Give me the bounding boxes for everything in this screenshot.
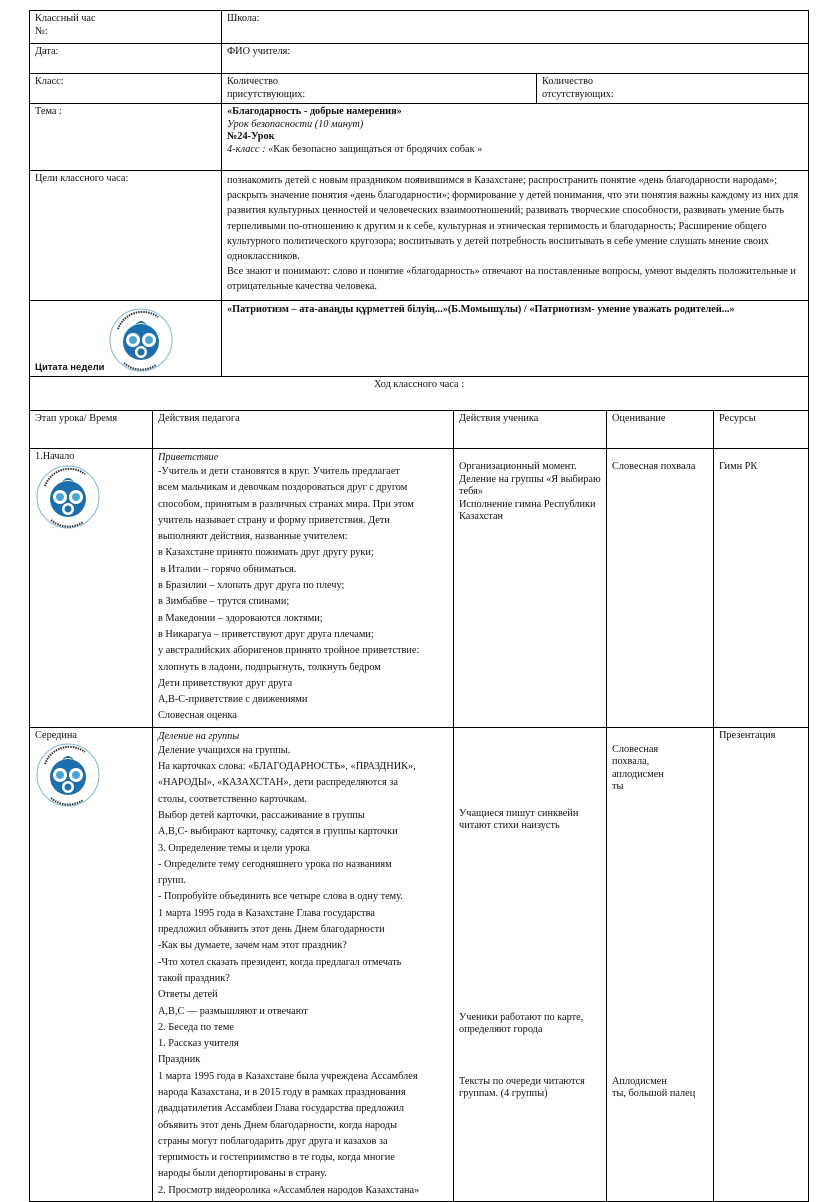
class-hour-label: Классный час №: <box>30 11 222 44</box>
teacher-line: выполняют действия, названные учителем: <box>158 531 348 543</box>
logo-icon <box>35 464 101 530</box>
assessment <box>607 727 714 1201</box>
teacher-line: объявить этот день Днем благодарности, когда народы <box>158 1119 398 1131</box>
student-actions <box>454 727 607 1201</box>
teacher-line: Праздник <box>158 1054 201 1066</box>
topic-subtitle: Урок безопасности (10 минут) <box>227 118 364 130</box>
teacher-line: Деление учащихся на группы. <box>158 744 291 756</box>
teacher-line: Выбор детей карточки, рассаживание в группы <box>158 809 365 821</box>
teacher-heading: Приветствие <box>158 452 219 463</box>
teacher-line: 3. Определение темы и цели урока <box>158 842 310 854</box>
student-action-3: Тексты по очереди читаются группам. (4 группы) <box>459 1075 585 1100</box>
goals-text-2: Все знают и понимают: слово и понятие «благодарность» отвечают на поставленные вопросы, умеют выделять положительные и отрицательные качества человека. <box>227 266 796 293</box>
topic-title: «Благодарность - добрые намерения» <box>227 106 402 117</box>
teacher-field[interactable]: ФИО учителя: <box>222 44 809 74</box>
teacher-actions <box>153 449 454 728</box>
teacher-line: учитель называет страну и форму приветствия. Дети <box>158 514 390 526</box>
teacher-line: 2. Просмотр видеоролика «Ассамблея народов Казахстана» <box>158 1184 420 1196</box>
goals-text: познакомить детей с новым праздником появившимся в Казахстане; распространить понятие «день благодарности народам»; раскрыть значение понятия «день благодарности»; формирование у детей понимания, что эти понятия важны каждому из них для развития культурных ценностей и человеческих взаимоотношений; развивать творческие способности, развивать умение быть терпеливыми по-отношению к другим и к себе, культурная и этническая терпимость и благодарность; Расширение общего культурного политического кругозора; воспитывать у детей потребность воспитывать в себе умение слушать мнение своих одноклассников. <box>227 175 799 263</box>
teacher-line: такой праздник? <box>158 972 230 984</box>
goals-label: Цели классного часа: <box>30 171 222 301</box>
teacher-line: -Учитель и дети становятся в круг. Учитель предлагает <box>158 466 400 477</box>
teacher-line: Дети приветствуют друг друга <box>158 677 293 689</box>
teacher-line: народа Казахстана, и в 2015 году в рамках празднования <box>158 1086 406 1098</box>
grade-topic-text: «Как безопасно защищаться от бродячих собак » <box>265 143 483 155</box>
class-field[interactable]: Класс: <box>30 74 222 104</box>
teacher-line: 1 марта 1995 года в Казахстане была учреждена Ассамблея <box>158 1070 418 1082</box>
table-row <box>30 449 809 728</box>
teacher-actions <box>153 727 454 1201</box>
grade-topic <box>227 144 803 157</box>
topic-cell <box>222 104 809 171</box>
teacher-line: А,В,С- выбирают карточку, садятся в группы карточки <box>158 826 398 838</box>
logo-icon <box>35 742 101 808</box>
teacher-heading: Деление на группы <box>158 730 240 742</box>
resources: Гимн РК <box>714 449 809 728</box>
teacher-line: всем мальчикам и девочкам поздороваться друг с другом <box>158 482 408 494</box>
teacher-line: - Попробуйте объединить все четыре слова в одну тему. <box>158 891 403 903</box>
teacher-line: хлопнуть в ладони, подпрыгнуть, толкнуть бедром <box>158 661 381 673</box>
teacher-line: -Что хотел сказать президент, когда предлагал отмечать <box>158 956 402 968</box>
teacher-line: столы, соответственно карточкам. <box>158 793 307 805</box>
topic-label: Тема : <box>30 104 222 171</box>
assessment-2: Аплодисмен ты, большой палец <box>612 1075 696 1100</box>
stage-label: Середина <box>35 729 77 741</box>
teacher-line: в Казахстане принято пожимать друг другу руки; <box>158 547 374 559</box>
column-header: Этап урока/ Время <box>30 411 153 449</box>
assessment: Словесная похвала <box>607 449 714 728</box>
quote-label: Цитата недели <box>35 361 105 373</box>
teacher-line: терпимость и гостеприимство в те годы, когда многие <box>158 1152 395 1164</box>
header-table <box>29 10 809 377</box>
teacher-line: в Никарагуа – приветствуют друг друга плечами; <box>158 628 374 640</box>
student-action-1: Учащиеся пишут синквейн читают стихи наизусть <box>459 807 579 832</box>
quote-text: «Патриотизм – ата-анаңды құрметтей білуің...»(Б.Момышұлы) / «Патриотизм- умение уважать родителей...» <box>222 301 809 377</box>
teacher-line: способом, принятым в различных странах мира. При этом <box>158 498 414 510</box>
logo-icon <box>108 307 174 373</box>
teacher-line: двадцатилетия Ассамблеи Глава государства предложил <box>158 1103 405 1115</box>
teacher-line: групп. <box>158 875 186 887</box>
teacher-line: А,В-С-приветствие с движениями <box>158 694 308 706</box>
present-field[interactable]: Количество присутствующих: <box>222 74 537 104</box>
course-title: Ход классного часа : <box>30 377 809 411</box>
teacher-line: в Зимбабве – трутся спинами; <box>158 596 290 608</box>
column-header: Ресурсы <box>714 411 809 449</box>
column-header: Оценивание <box>607 411 714 449</box>
column-header: Действия педагога <box>153 411 454 449</box>
date-field[interactable]: Дата: <box>30 44 222 74</box>
assessment-1: Словесная похвала, аплодисмен ты <box>612 743 664 793</box>
student-actions: Организационный момент. Деление на группы «Я выбираю тебя» Исполнение гимна Республики Казахстан <box>454 449 607 728</box>
absent-field[interactable]: Количество отсутствующих: <box>537 74 809 104</box>
teacher-line: у австралийских аборигенов принято тройное приветствие: <box>158 645 420 657</box>
teacher-line: страны могут поблагодарить друг друга и казахов за <box>158 1135 388 1147</box>
column-header: Действия ученика <box>454 411 607 449</box>
teacher-line: 2. Беседа по теме <box>158 1021 234 1033</box>
teacher-line: народы были депортированы в страну. <box>158 1168 327 1180</box>
stage-label: 1.Начало <box>35 451 75 462</box>
course-table <box>29 376 809 1202</box>
teacher-line: Словесная оценка <box>158 710 237 722</box>
teacher-line: -Как вы думаете, зачем нам этот праздник? <box>158 940 347 952</box>
teacher-line: - Определите тему сегодняшнего урока по названиям <box>158 858 392 870</box>
student-action-2: Ученики работают по карте, определяют города <box>459 1011 584 1036</box>
stage-cell <box>30 449 153 728</box>
resources: Презентация <box>714 727 809 1201</box>
teacher-line: На карточках слова: «БЛАГОДАРНОСТЬ», «ПРАЗДНИК», <box>158 761 416 773</box>
quote-label-cell <box>30 301 222 377</box>
teacher-line: Ответы детей <box>158 989 218 1001</box>
teacher-line: А,В,С — размышляют и отвечают <box>158 1005 308 1017</box>
teacher-line: в Италии – горячо обниматься. <box>158 563 297 575</box>
teacher-line: 1. Рассказ учителя <box>158 1038 239 1050</box>
lesson-number: №24-Урок <box>227 131 275 142</box>
teacher-line: 1 марта 1995 года в Казахстане Глава государства <box>158 907 375 919</box>
goals-cell <box>222 171 809 301</box>
teacher-line: предложил объявить этот день Днем благодарности <box>158 924 385 936</box>
table-row <box>30 727 809 1201</box>
teacher-line: «НАРОДЫ», «КАЗАХСТАН», дети распределяются за <box>158 777 398 789</box>
grade-prefix: 4-класс : <box>227 143 266 155</box>
stage-cell <box>30 727 153 1201</box>
school-field[interactable]: Школа: <box>222 11 809 44</box>
teacher-line: в Македонии – здороваются локтями; <box>158 612 323 624</box>
teacher-line: в Бразилии – хлопать друг друга по плечу; <box>158 580 345 592</box>
